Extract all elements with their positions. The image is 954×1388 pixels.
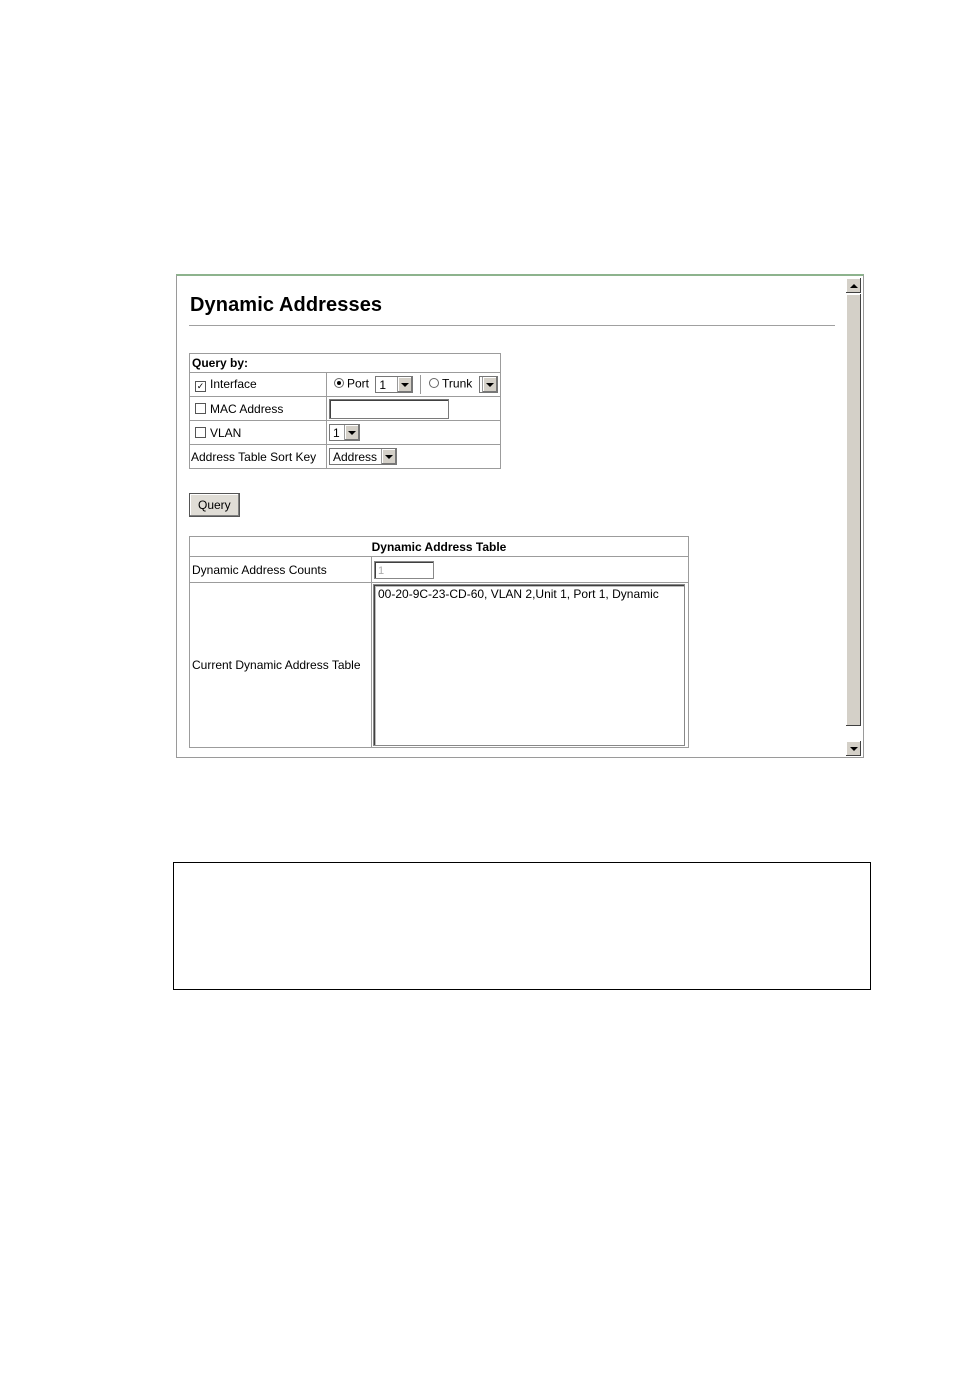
mac-address-cell bbox=[190, 397, 327, 421]
port-select[interactable]: 1 bbox=[375, 376, 413, 393]
mac-address-checkbox[interactable] bbox=[195, 403, 206, 414]
arrow-up-icon bbox=[850, 284, 858, 288]
vlan-select[interactable]: 1 bbox=[329, 424, 360, 441]
option-separator bbox=[420, 375, 421, 394]
interface-checkbox[interactable]: ✓ bbox=[196, 381, 205, 391]
query-form-table bbox=[189, 353, 501, 469]
scroll-thumb[interactable] bbox=[846, 294, 861, 726]
port-radio[interactable] bbox=[334, 378, 344, 388]
scroll-down-button[interactable] bbox=[846, 741, 861, 756]
scroll-up-button[interactable] bbox=[846, 278, 861, 293]
empty-note-box bbox=[173, 862, 871, 990]
browser-frame bbox=[176, 274, 864, 758]
sort-key-select[interactable]: Address bbox=[329, 448, 397, 465]
chevron-down-icon bbox=[381, 449, 396, 464]
mac-address-label: MAC Address bbox=[210, 401, 284, 416]
query-button[interactable]: Query bbox=[189, 493, 240, 517]
vlan-cell bbox=[190, 421, 327, 445]
mac-address-input[interactable] bbox=[329, 399, 449, 419]
mac-address-input-cell bbox=[327, 397, 501, 421]
sort-key-cell bbox=[327, 445, 501, 469]
arrow-down-icon bbox=[850, 747, 858, 751]
vlan-checkbox[interactable] bbox=[195, 427, 206, 438]
chevron-down-icon bbox=[482, 377, 497, 392]
interface-options-cell bbox=[327, 373, 501, 397]
current-table-cell bbox=[372, 583, 689, 748]
list-item[interactable]: 00-20-9C-23-CD-60, VLAN 2,Unit 1, Port 1, Dynamic bbox=[378, 587, 659, 601]
address-listbox[interactable] bbox=[373, 584, 685, 746]
vlan-select-cell bbox=[327, 421, 501, 445]
query-by-header: Query by: bbox=[190, 354, 501, 373]
vertical-scrollbar[interactable] bbox=[846, 278, 861, 756]
sort-key-label: Address Table Sort Key bbox=[190, 445, 327, 469]
counts-field: 1 bbox=[374, 561, 434, 579]
current-table-label: Current Dynamic Address Table bbox=[190, 583, 372, 748]
page-title: Dynamic Addresses bbox=[190, 294, 383, 316]
interface-label: Interface bbox=[210, 377, 257, 391]
trunk-radio[interactable] bbox=[429, 378, 439, 388]
port-label: Port bbox=[347, 376, 370, 391]
vlan-label: VLAN bbox=[210, 425, 242, 440]
dynamic-table-title: Dynamic Address Table bbox=[190, 537, 689, 557]
chevron-down-icon bbox=[397, 377, 412, 392]
dynamic-address-table bbox=[189, 536, 689, 748]
counts-cell bbox=[372, 557, 689, 583]
trunk-select[interactable] bbox=[479, 376, 498, 393]
trunk-label: Trunk bbox=[442, 376, 473, 391]
chevron-down-icon bbox=[344, 425, 359, 440]
title-divider bbox=[189, 325, 835, 326]
counts-label: Dynamic Address Counts bbox=[190, 557, 372, 583]
interface-cell bbox=[190, 373, 327, 397]
